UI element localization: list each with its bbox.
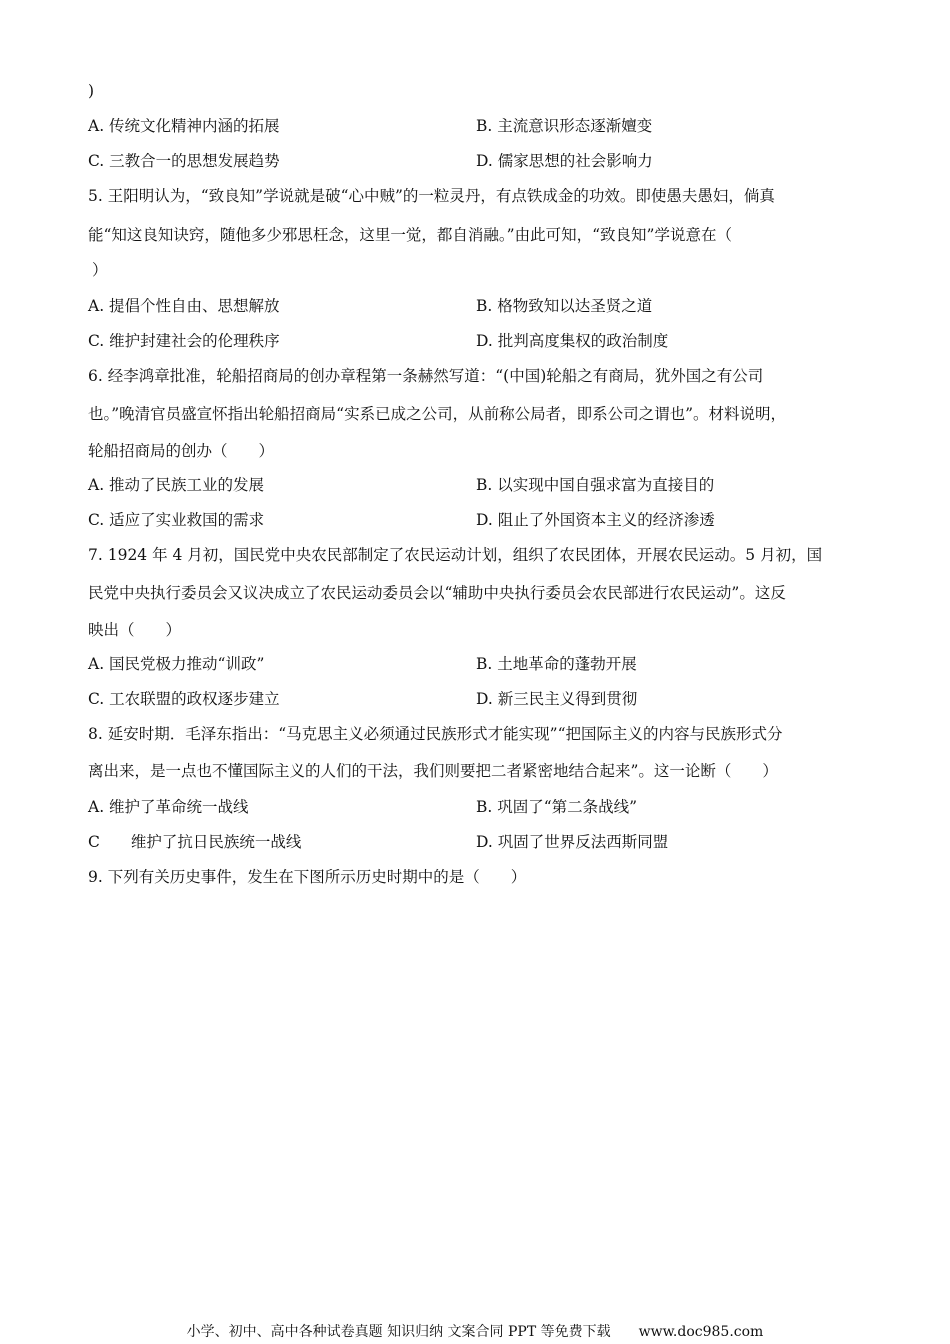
q5-stem-line1: 5. 王阳明认为，“致良知”学说就是破“心中贼”的一粒灵丹，有点铁成金的功效。即使愚夫愚妇，倘真 <box>88 187 775 205</box>
q7-option-d[interactable]: D. 新三民主义得到贯彻 <box>476 690 638 708</box>
q5-stem-line2: 能“知这良知诀窍，随他多少邪思枉念，这里一觉，都自消融。”由此可知，“致良知”学说意在（ <box>88 226 732 244</box>
q5-option-b[interactable]: B. 格物致知以达圣贤之道 <box>476 297 653 315</box>
q4-option-b[interactable]: B. 主流意识形态逐渐嬗变 <box>476 117 653 135</box>
page-footer: 小学、初中、高中各种试卷真题 知识归纳 文案合同 PPT 等免费下载 www.doc985.com <box>186 1324 764 1340</box>
q4-stem-end: ) <box>88 82 95 100</box>
q8-option-b[interactable]: B. 巩固了“第二条战线” <box>476 798 638 816</box>
q4-option-c[interactable]: C. 三教合一的思想发展趋势 <box>88 152 280 170</box>
q7-stem-line1: 7. 1924 年 4 月初，国民党中央农民部制定了农民运动计划，组织了农民团体，开展农民运动。5 月初，国 <box>88 546 823 564</box>
q7-option-c[interactable]: C. 工农联盟的政权逐步建立 <box>88 690 280 708</box>
q5-option-c[interactable]: C. 维护封建社会的伦理秩序 <box>88 332 280 350</box>
q8-stem-line2: 离出来，是一点也不懂国际主义的人们的干法，我们则要把二者紧密地结合起来”。这一论断（ ） <box>88 762 778 780</box>
q6-option-a[interactable]: A. 推动了民族工业的发展 <box>88 476 265 494</box>
q8-option-a[interactable]: A. 维护了革命统一战线 <box>88 798 249 816</box>
q4-option-a[interactable]: A. 传统文化精神内涵的拓展 <box>88 117 280 135</box>
q9-stem-line1: 9. 下列有关历史事件，发生在下图所示历史时期中的是（ ） <box>88 868 527 886</box>
q6-stem-line1: 6. 经李鸿章批准，轮船招商局的创办章程第一条赫然写道：“(中国)轮船之有商局，犹外国之有公司 <box>88 367 764 385</box>
q5-option-a[interactable]: A. 提倡个性自由、思想解放 <box>88 297 280 315</box>
q6-option-c[interactable]: C. 适应了实业救国的需求 <box>88 511 265 529</box>
q5-option-d[interactable]: D. 批判高度集权的政治制度 <box>476 332 669 350</box>
q6-stem-line3: 轮船招商局的创办（ ） <box>88 442 275 460</box>
q6-option-d[interactable]: D. 阻止了外国资本主义的经济渗透 <box>476 511 715 529</box>
q7-option-b[interactable]: B. 土地革命的蓬勃开展 <box>476 655 637 673</box>
q7-stem-line2: 民党中央执行委员会又议决成立了农民运动委员会以“辅助中央执行委员会农民部进行农民运动”。这反 <box>88 584 786 602</box>
q8-stem-line1: 8. 延安时期．毛泽东指出：“马克思主义必须通过民族形式才能实现”“把国际主义的内容与民族形式分 <box>88 725 783 743</box>
q8-option-d[interactable]: D. 巩固了世界反法西斯同盟 <box>476 833 669 851</box>
q7-option-a[interactable]: A. 国民党极力推动“训政” <box>88 655 265 673</box>
q7-stem-line3: 映出（ ） <box>88 621 182 639</box>
q6-option-b[interactable]: B. 以实现中国自强求富为直接目的 <box>476 476 715 494</box>
q5-stem-line3: ） <box>92 261 108 279</box>
q8-option-c[interactable]: C 维护了抗日民族统一战线 <box>88 833 302 851</box>
q6-stem-line2: 也。”晚清官员盛宣怀指出轮船招商局“实系已成之公司，从前称公局者，即系公司之谓也”。材料说明， <box>88 405 787 423</box>
q4-option-d[interactable]: D. 儒家思想的社会影响力 <box>476 152 653 170</box>
